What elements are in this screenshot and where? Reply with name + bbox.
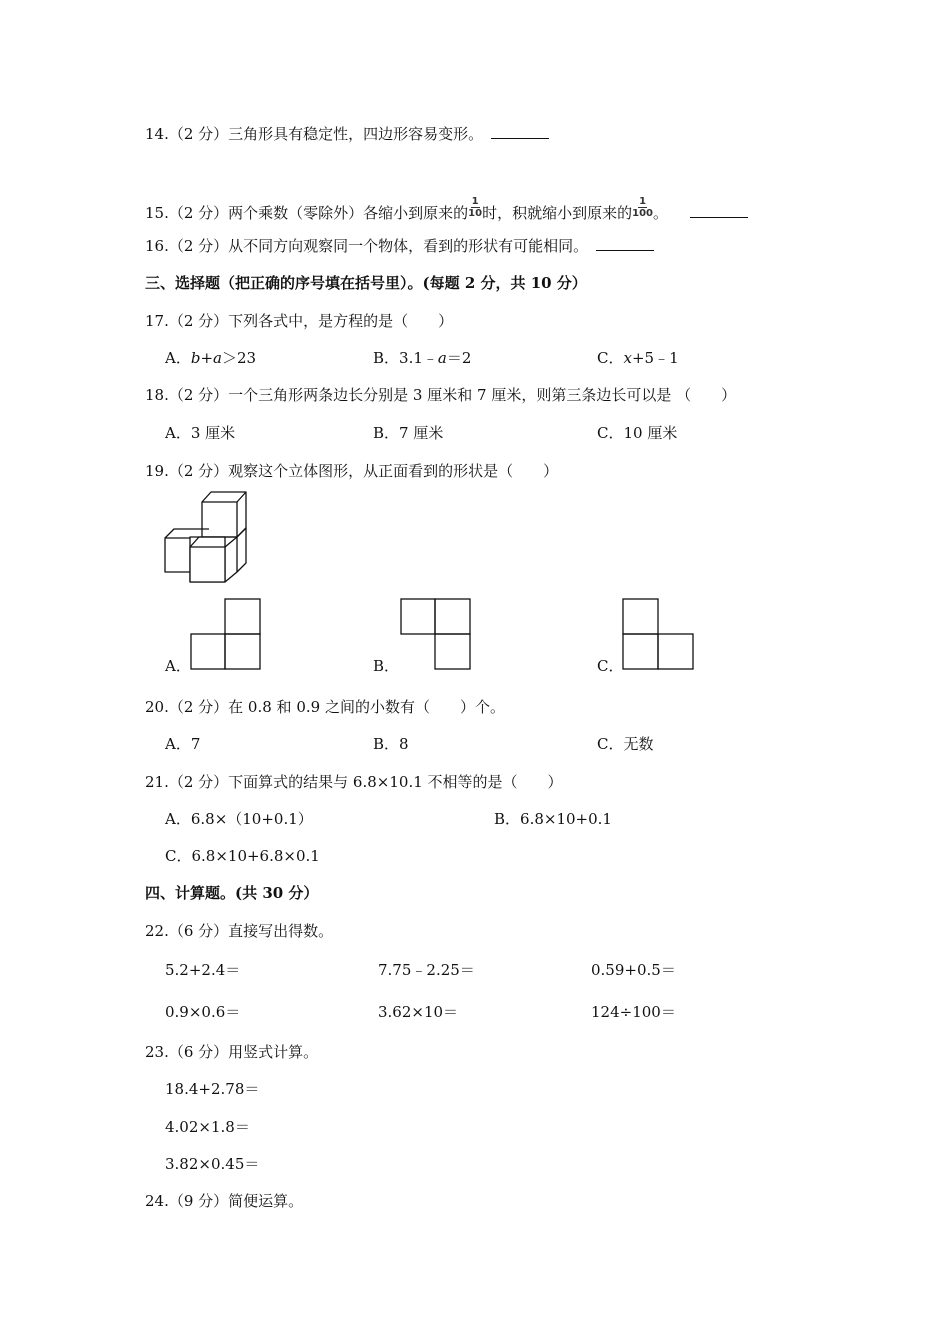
question-14-text: 14.（2 分）三角形具有稳定性，四边形容易变形。 (145, 125, 484, 143)
question-18-option-c[interactable]: C．10 厘米 (597, 424, 678, 442)
question-19-option-a-label[interactable]: A． (165, 657, 191, 675)
question-21-option-b[interactable]: B．6.8×10+0.1 (494, 810, 612, 828)
question-18-option-a[interactable]: A．3 厘米 (165, 424, 236, 442)
vertical-calc-item: 18.4+2.78＝ (165, 1080, 260, 1098)
fraction-one-hundredth (632, 196, 653, 219)
vertical-calc-item: 3.82×0.45＝ (165, 1155, 260, 1173)
calc-item: 0.59+0.5＝ (591, 961, 676, 979)
question-14 (145, 124, 549, 144)
question-21-text: 21.（2 分）下面算式的结果与 6.8×10.1 不相等的是（ ） (145, 773, 563, 791)
answer-blank[interactable] (596, 236, 654, 251)
option-label: B． (373, 349, 400, 367)
option-text: ＞23 (221, 349, 257, 367)
question-15-text-2: 时，积就缩小到原来的 (482, 204, 633, 222)
front-view-option-a[interactable] (190, 598, 262, 670)
question-18-text: 18.（2 分）一个三角形两条边长分别是 3 厘米和 7 厘米，则第三条边长可以是 （ ） (145, 386, 737, 404)
question-17-option-c[interactable] (597, 348, 679, 368)
question-15-text-3: 。 (652, 204, 668, 222)
calc-item: 3.62×10＝ (378, 1003, 459, 1021)
option-label: C． (597, 349, 624, 367)
question-15-text-1: 15.（2 分）两个乘数（零除外）各缩小到原来的 (145, 204, 469, 222)
calc-item: 7.75﹣2.25＝ (378, 961, 475, 979)
front-view-option-b[interactable] (400, 598, 472, 670)
option-var-x: x (623, 349, 632, 367)
vertical-calc-item: 4.02×1.8＝ (165, 1118, 250, 1136)
question-19-option-c-label[interactable]: C． (597, 657, 624, 675)
question-16-text: 16.（2 分）从不同方向观察同一个物体，看到的形状有可能相同。 (145, 237, 589, 255)
question-22-text: 22.（6 分）直接写出得数。 (145, 922, 334, 940)
section-4-title: 四、计算题。(共 30 分） (145, 884, 319, 902)
question-20-option-c[interactable]: C．无数 (597, 735, 654, 753)
question-18-option-b[interactable]: B．7 厘米 (373, 424, 444, 442)
question-20-option-b[interactable]: B．8 (373, 735, 409, 753)
option-var-a: a (437, 349, 447, 367)
question-17-text: 17.（2 分）下列各式中，是方程的是（ ） (145, 312, 454, 330)
fraction-one-tenth (468, 196, 482, 219)
answer-blank[interactable] (491, 124, 549, 139)
fraction-numerator: 1 (639, 196, 647, 207)
section-3-title: 三、选择题（把正确的序号填在括号里）。(每题 2 分，共 10 分） (145, 274, 587, 292)
option-text: + (200, 349, 214, 367)
fraction-denominator: 100 (632, 208, 653, 219)
option-var-b: b (190, 349, 201, 367)
option-text: +5﹣1 (631, 349, 679, 367)
calc-item: 0.9×0.6＝ (165, 1003, 241, 1021)
question-20-option-a[interactable]: A．7 (165, 735, 201, 753)
question-19-option-b-label[interactable]: B． (373, 657, 400, 675)
calc-item: 124÷100＝ (591, 1003, 676, 1021)
option-label: A． (165, 349, 191, 367)
calc-item: 5.2+2.4＝ (165, 961, 241, 979)
fraction-denominator: 10 (468, 208, 483, 219)
question-16 (145, 236, 654, 256)
answer-blank[interactable] (690, 203, 748, 218)
question-17-option-b[interactable] (373, 348, 471, 368)
front-view-option-c[interactable] (622, 598, 694, 670)
question-17-option-a[interactable] (165, 348, 256, 368)
question-21-option-c[interactable]: C．6.8×10+6.8×0.1 (165, 847, 320, 865)
option-text: ＝2 (446, 349, 472, 367)
option-var-a: a (213, 349, 222, 367)
option-text: 3.1﹣ (399, 349, 438, 367)
question-21-option-a[interactable]: A．6.8×（10+0.1） (165, 810, 313, 828)
fraction-numerator: 1 (471, 196, 479, 207)
question-15 (145, 196, 748, 223)
question-20-text: 20.（2 分）在 0.8 和 0.9 之间的小数有（ ）个。 (145, 698, 505, 716)
question-19-text: 19.（2 分）观察这个立体图形，从正面看到的形状是（ ） (145, 462, 559, 480)
question-23-text: 23.（6 分）用竖式计算。 (145, 1043, 319, 1061)
cube-stack-figure (160, 490, 252, 586)
question-24-text: 24.（9 分）简便运算。 (145, 1192, 304, 1210)
